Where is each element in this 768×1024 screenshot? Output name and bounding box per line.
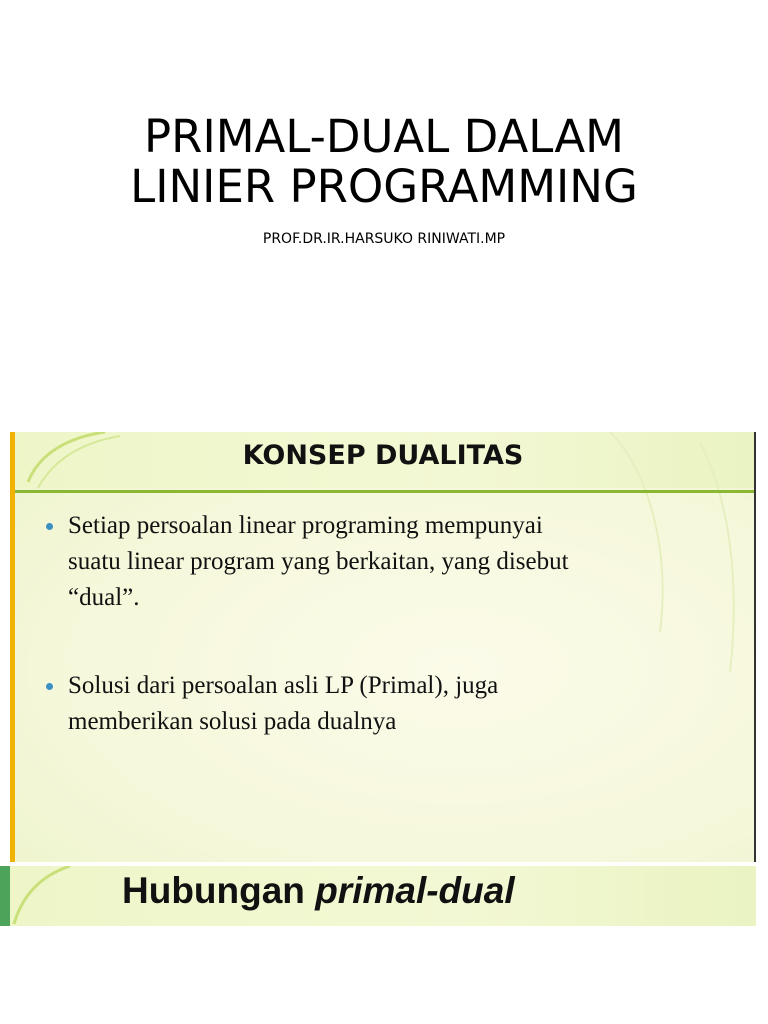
bullet-item <box>46 508 746 616</box>
title-line-2: LINIER PROGRAMMING <box>130 160 638 213</box>
heading-italic: primal-dual <box>315 870 515 911</box>
title-slide <box>0 0 768 400</box>
title-line-1: PRIMAL-DUAL DALAM <box>144 110 624 163</box>
konsep-dualitas-slide <box>10 432 756 862</box>
accent-bar <box>0 866 10 926</box>
slide-border <box>754 432 756 862</box>
bullet-line: Solusi dari persoalan asli LP (Primal), juga <box>68 672 499 699</box>
accent-bar <box>10 432 15 862</box>
bullet-list <box>46 508 746 740</box>
bullet-dot-icon <box>46 523 53 530</box>
bullet-dot-icon <box>46 683 53 690</box>
bullet-line: memberikan solusi pada dualnya <box>68 708 397 735</box>
header-rule <box>15 490 756 493</box>
heading-plain: Hubungan <box>122 870 316 911</box>
hubungan-primal-dual-slide <box>0 866 756 926</box>
bullet-item <box>46 668 746 740</box>
slide-title <box>0 112 768 212</box>
slide-subtitle: PROF.DR.IR.HARSUKO RINIWATI.MP <box>262 231 506 247</box>
bullet-line: suatu linear program yang berkaitan, yang disebut <box>68 548 569 575</box>
bullet-line: “dual”. <box>68 584 140 611</box>
bullet-line: Setiap persoalan linear programing mempunyai <box>68 512 543 539</box>
slide-heading <box>122 870 515 912</box>
slide-heading: KONSEP DUALITAS <box>242 440 524 471</box>
